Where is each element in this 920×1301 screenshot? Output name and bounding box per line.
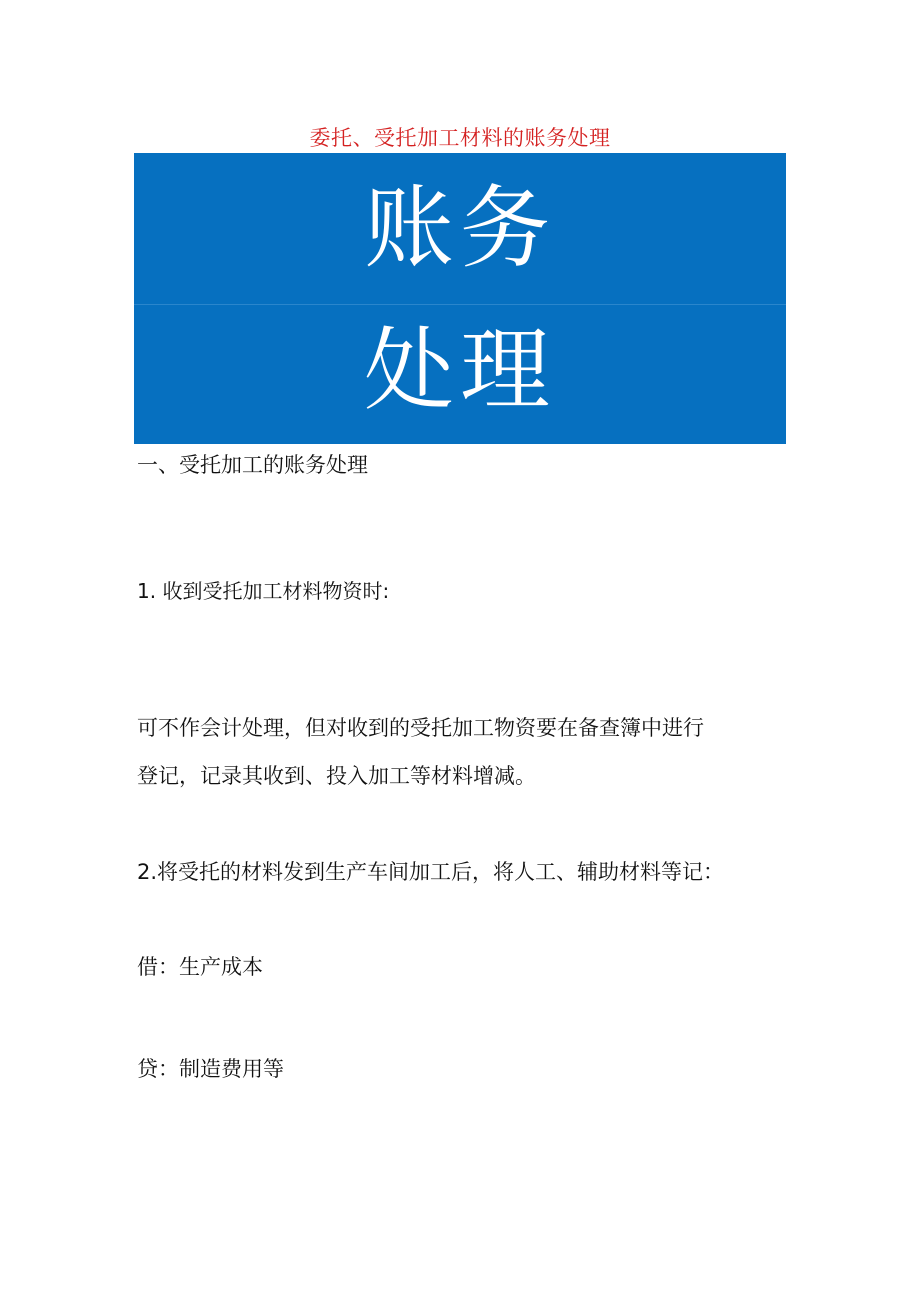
body-paragraph-line-1: 可不作会计处理，但对收到的受托加工物资要在备查簿中进行 bbox=[137, 716, 704, 740]
banner-line-2: 处理 bbox=[364, 318, 556, 423]
banner-line-1: 账务 bbox=[134, 153, 786, 305]
step-2-heading: 2.将受托的材料发到生产车间加工后，将人工、辅助材料等记： bbox=[137, 860, 725, 884]
body-paragraph-line-2: 登记，记录其收到、投入加工等材料增减。 bbox=[137, 764, 536, 788]
debit-entry: 借：生产成本 bbox=[137, 955, 263, 979]
document-title: 委托、受托加工材料的账务处理 bbox=[309, 126, 611, 150]
title-banner bbox=[134, 153, 786, 444]
credit-entry: 贷：制造费用等 bbox=[137, 1057, 284, 1081]
step-1-heading: 1. 收到受托加工材料物资时: bbox=[137, 579, 390, 603]
section-heading: 一、受托加工的账务处理 bbox=[137, 453, 368, 477]
